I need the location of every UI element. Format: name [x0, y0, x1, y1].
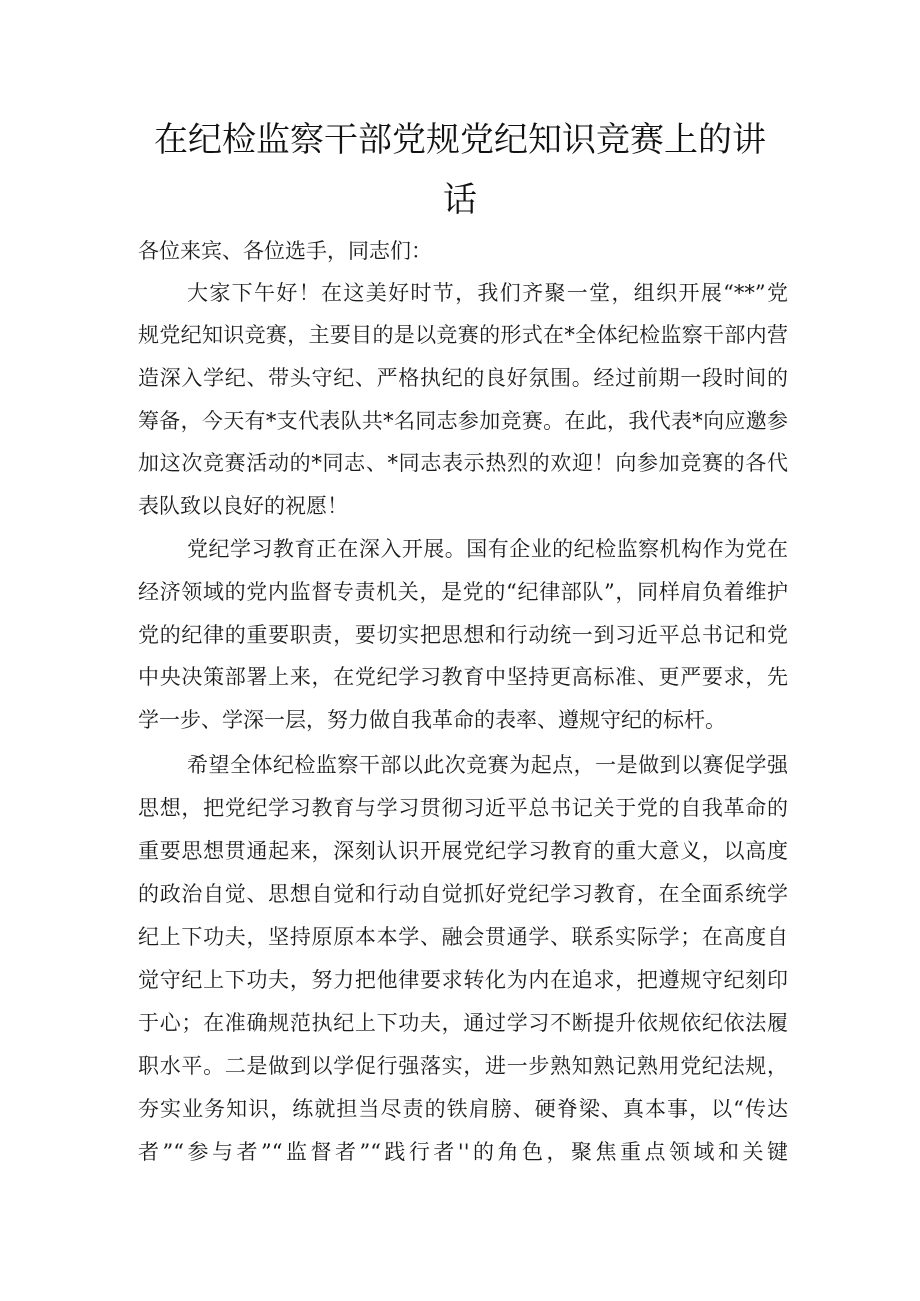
paragraph-line: 经济领域的党内监督专责机关，是党的“纪律部队”，同样肩负着维护 [138, 580, 788, 604]
greeting: 各位来宾、各位选手，同志们： [138, 239, 432, 263]
paragraph-line: 夯实业务知识，练就担当尽责的铁肩膀、硬脊梁、真本事，以“传达 [138, 1097, 788, 1121]
paragraph-line: 希望全体纪检监察干部以此次竞赛为起点，一是做到以赛促学强 [187, 753, 788, 777]
paragraph-line: 纪上下功夫，坚持原原本本学、融会贯通学、联系实际学；在高度自 [138, 925, 788, 949]
paragraph-line: 大家下午好！在这美好时节，我们齐聚一堂，组织开展“**”党 [187, 281, 788, 305]
paragraph-line: 筹备，今天有*支代表队共*名同志参加竞赛。在此，我代表*向应邀参 [138, 409, 788, 433]
paragraph-line: 的政治自觉、思想自觉和行动自觉抓好党纪学习教育，在全面系统学 [138, 882, 788, 906]
paragraph-line: 于心；在准确规范执纪上下功夫，通过学习不断提升依规依纪依法履 [138, 1011, 788, 1035]
paragraph-line: 者”“参与者”“监督者”“践行者''的角色，聚焦重点领域和关键 [138, 1140, 788, 1164]
paragraph-line: 觉守纪上下功夫，努力把他律要求转化为内在追求，把遵规守纪刻印 [138, 968, 788, 992]
paragraph-line: 表队致以良好的祝愿！ [138, 494, 348, 518]
paragraph-line: 党纪学习教育正在深入开展。国有企业的纪检监察机构作为党在 [187, 537, 788, 561]
paragraph-line: 造深入学纪、带头守纪、严格执纪的良好氛围。经过前期一段时间的 [138, 366, 788, 390]
paragraph-line: 思想，把党纪学习教育与学习贯彻习近平总书记关于党的自我革命的 [138, 796, 788, 820]
paragraph-line: 党的纪律的重要职责，要切实把思想和行动统一到习近平总书记和党 [138, 623, 788, 647]
paragraph-line: 重要思想贯通起来，深刻认识开展党纪学习教育的重大意义，以高度 [138, 839, 788, 863]
paragraph-line: 加这次竞赛活动的*同志、*同志表示热烈的欢迎！向参加竞赛的各代 [138, 451, 788, 475]
document-title-line-1: 在纪检监察干部党规党纪知识竞赛上的讲 [154, 120, 766, 160]
paragraph-line: 中央决策部署上来，在党纪学习教育中坚持更高标准、更严要求，先 [138, 665, 788, 689]
paragraph-line: 学一步、学深一层，努力做自我革命的表率、遵规守纪的标杆。 [138, 708, 726, 732]
document-title-line-2: 话 [443, 180, 477, 220]
paragraph-line: 职水平。二是做到以学促行强落实，进一步熟知熟记熟用党纪法规， [138, 1054, 788, 1078]
paragraph-line: 规党纪知识竞赛，主要目的是以竞赛的形式在*全体纪检监察干部内营 [138, 323, 788, 347]
